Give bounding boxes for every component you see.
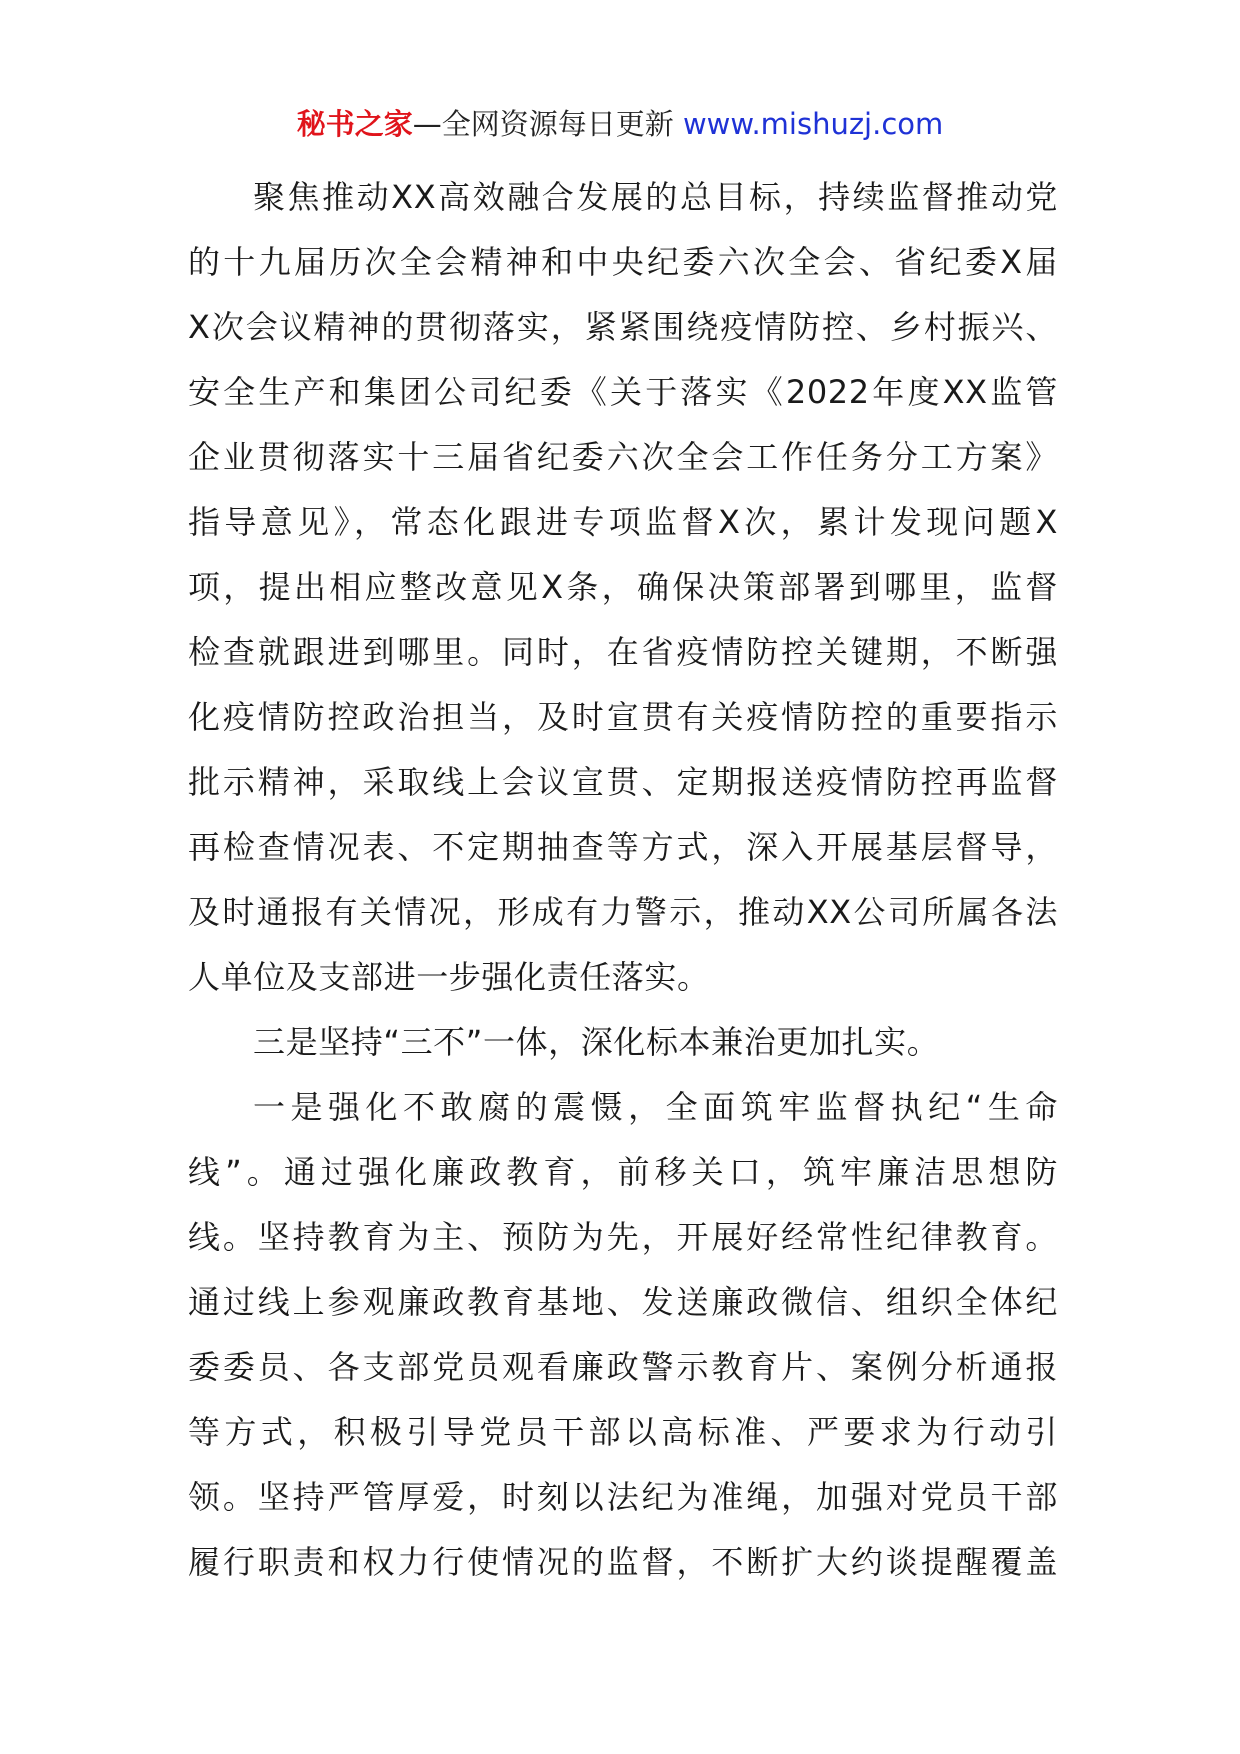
paragraph-line: 通过线上参观廉政教育基地、发送廉政微信、组织全体纪 [188,1283,1058,1321]
brand-name: 秘书之家 [296,107,413,141]
paragraph-line: 检查就跟进到哪里。同时，在省疫情防控关键期，不断强 [188,633,1058,671]
paragraph-line: 指导意见》，常态化跟进专项监督X次，累计发现问题X [188,503,1058,541]
paragraph-line: X次会议精神的贯彻落实，紧紧围绕疫情防控、乡村振兴、 [188,308,1058,346]
paragraph-line: 项，提出相应整改意见X条，确保决策部署到哪里，监督 [188,568,1058,606]
paragraph-line: 领。坚持严管厚爱，时刻以法纪为准绳，加强对党员干部 [188,1478,1058,1516]
paragraph-line: 的十九届历次全会精神和中央纪委六次全会、省纪委X届 [188,243,1058,281]
paragraph-line: 委委员、各支部党员观看廉政警示教育片、案例分析通报 [188,1348,1058,1386]
paragraph-line: 人单位及支部进一步强化责任落实。 [188,958,710,996]
paragraph-line: 线。坚持教育为主、预防为先，开展好经常性纪律教育。 [188,1218,1058,1256]
paragraph-line: 一是强化不敢腐的震慑，全面筑牢监督执纪“生命 [253,1088,1058,1126]
page-header [0,104,1240,144]
paragraph-line: 及时通报有关情况，形成有力警示，推动XX公司所属各法 [188,893,1058,931]
paragraph-line: 化疫情防控政治担当，及时宣贯有关疫情防控的重要指示 [188,698,1058,736]
document-body [188,165,1058,1595]
paragraph-line: 等方式，积极引导党员干部以高标准、严要求为行动引 [188,1413,1058,1451]
site-url-link[interactable]: www.mishuzj.com [682,107,944,141]
section-heading: 三是坚持“三不”一体，深化标本兼治更加扎实。 [253,1023,940,1061]
paragraph-line: 再检查情况表、不定期抽查等方式，深入开展基层督导， [188,828,1058,866]
paragraph-line: 线”。通过强化廉政教育，前移关口，筑牢廉洁思想防 [188,1153,1058,1191]
paragraph-line: 履行职责和权力行使情况的监督，不断扩大约谈提醒覆盖 [188,1543,1058,1581]
paragraph-line: 企业贯彻落实十三届省纪委六次全会工作任务分工方案》 [188,438,1058,476]
paragraph-line: 批示精神，采取线上会议宣贯、定期报送疫情防控再监督 [188,763,1058,801]
header-tagline: —全网资源每日更新 [412,107,674,141]
paragraph-line: 聚焦推动XX高效融合发展的总目标，持续监督推动党 [253,178,1058,216]
paragraph-line: 安全生产和集团公司纪委《关于落实《2022年度XX监管 [188,373,1058,411]
